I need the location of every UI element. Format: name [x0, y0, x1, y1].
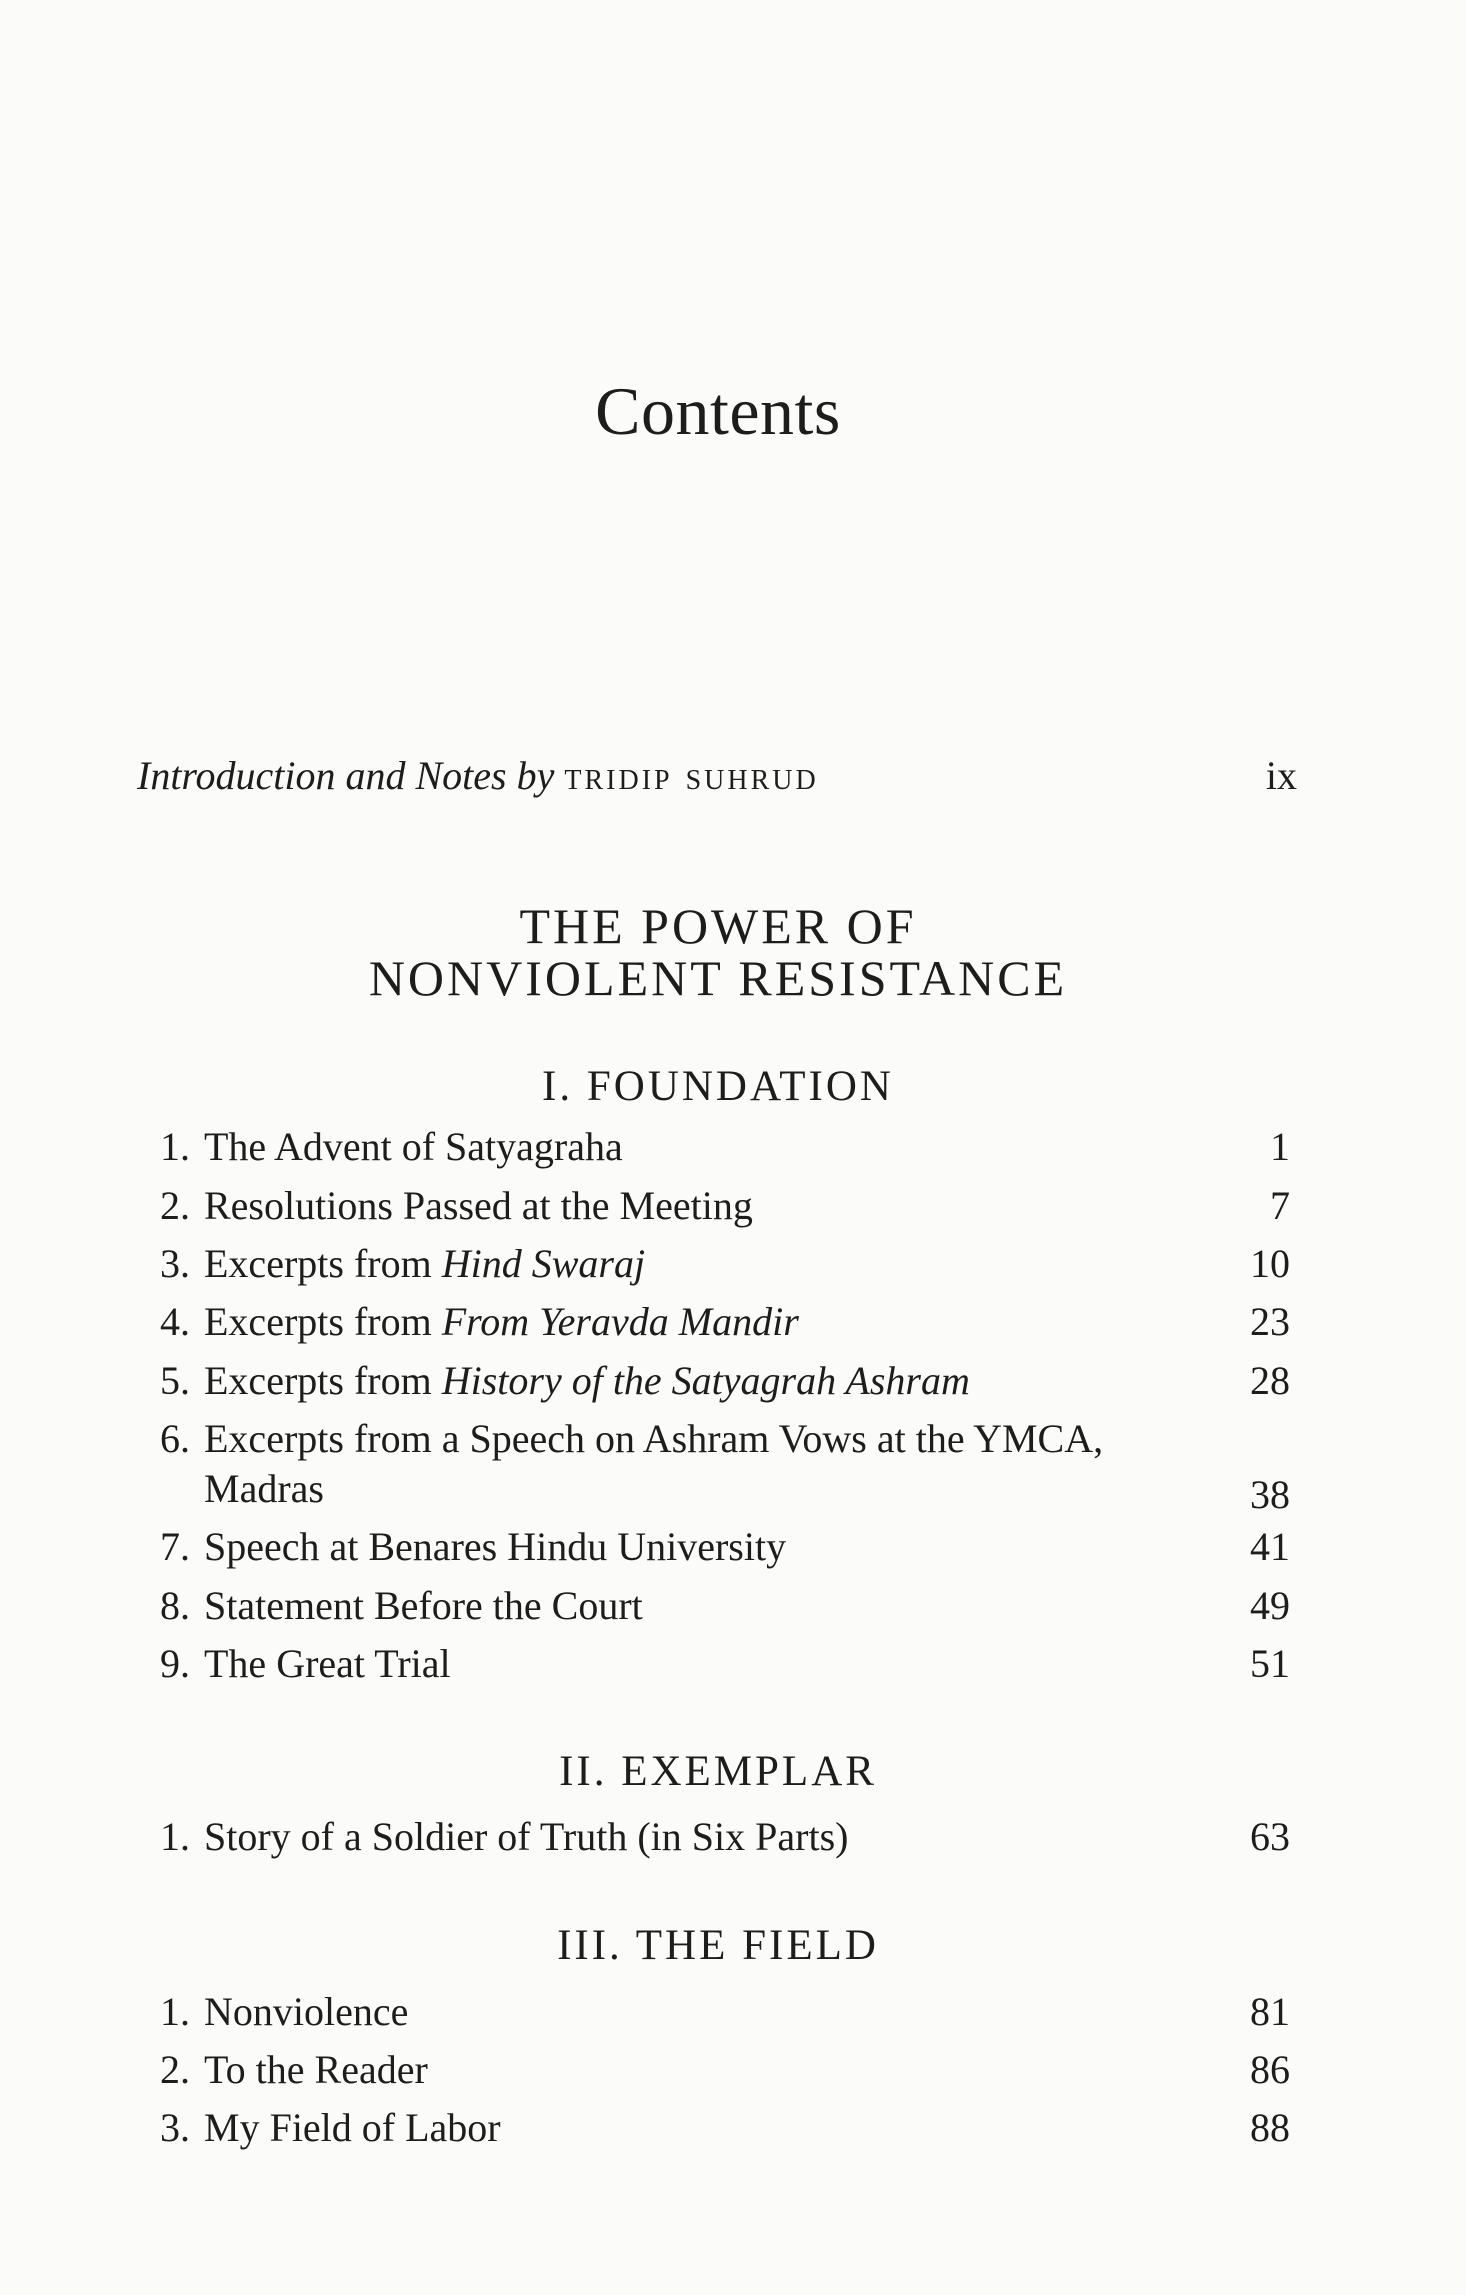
entry-page-number: 7 — [1270, 1183, 1290, 1228]
intro-author: tridip suhrud — [564, 753, 819, 798]
entry-title: Speech at Benares Hindu University — [204, 1524, 787, 1569]
entry-number: 9. — [160, 1641, 190, 1686]
entry-page-number: 88 — [1250, 2105, 1290, 2150]
entry-title-work: Hind Swaraj — [441, 1241, 646, 1286]
entry-title-prefix: Excerpts from — [204, 1299, 442, 1344]
entry-number: 4. — [160, 1299, 190, 1344]
entry-page-number: 63 — [1250, 1814, 1290, 1859]
entry-number: 5. — [160, 1358, 190, 1403]
entry-title — [204, 1239, 1254, 1289]
entry-title: My Field of Labor — [204, 2105, 501, 2150]
entry-page-number: 41 — [1250, 1524, 1290, 1569]
entry-number: 2. — [160, 1183, 190, 1228]
book-title — [0, 900, 1436, 1004]
book-title-line-2: NONVIOLENT RESISTANCE — [368, 950, 1068, 1006]
entry-title: To the Reader — [204, 2047, 428, 2092]
entry-page-number: 38 — [1250, 1472, 1290, 1517]
entry-title — [204, 1414, 1254, 1514]
section-heading-foundation: I. FOUNDATION — [542, 1063, 894, 1110]
entry-page-number: 10 — [1250, 1241, 1290, 1286]
intro-entry — [137, 752, 1297, 812]
entry-number: 3. — [160, 1241, 190, 1286]
entry-title: The Advent of Satyagraha — [204, 1124, 623, 1169]
entry-page-number: 23 — [1250, 1299, 1290, 1344]
entry-number: 8. — [160, 1583, 190, 1628]
entry-page-number: 86 — [1250, 2047, 1290, 2092]
entry-title-work: History of the Satyagrah Ashram — [441, 1358, 970, 1403]
intro-page-number: ix — [1265, 753, 1297, 798]
entry-title-line-1: Excerpts from a Speech on Ashram Vows at the YMCA, — [204, 1416, 1104, 1461]
entry-number: 3. — [160, 2105, 190, 2150]
entry-page-number: 51 — [1250, 1641, 1290, 1686]
entry-title: Statement Before the Court — [204, 1583, 643, 1628]
book-title-line-1: THE POWER OF — [519, 898, 917, 954]
entry-title-prefix: Excerpts from — [204, 1358, 442, 1403]
entry-title: Story of a Soldier of Truth (in Six Parts) — [204, 1814, 849, 1859]
entry-title: Resolutions Passed at the Meeting — [204, 1183, 753, 1228]
entry-page-number: 81 — [1250, 1989, 1290, 2034]
entry-number: 1. — [160, 1989, 190, 2034]
entry-number: 1. — [160, 1814, 190, 1859]
entry-title-prefix: Excerpts from — [204, 1241, 442, 1286]
entry-number: 6. — [160, 1416, 190, 1461]
entry-title: Nonviolence — [204, 1989, 409, 2034]
entry-number: 2. — [160, 2047, 190, 2092]
entry-title — [204, 1356, 1254, 1406]
intro-label — [137, 752, 819, 799]
entry-title-line-2: Madras — [204, 1466, 324, 1511]
entry-title: The Great Trial — [204, 1641, 451, 1686]
section-heading-exemplar: II. EXEMPLAR — [559, 1748, 877, 1795]
entry-number: 7. — [160, 1524, 190, 1569]
entry-page-number: 28 — [1250, 1358, 1290, 1403]
section-heading-the-field: III. THE FIELD — [557, 1922, 879, 1969]
intro-text: Introduction and Notes by — [137, 753, 565, 798]
entry-page-number: 1 — [1270, 1124, 1290, 1169]
entry-page-number: 49 — [1250, 1583, 1290, 1628]
entry-title — [204, 1297, 1254, 1347]
page-title: Contents — [595, 373, 841, 449]
entry-number: 1. — [160, 1124, 190, 1169]
entry-title-work: From Yeravda Mandir — [441, 1299, 799, 1344]
